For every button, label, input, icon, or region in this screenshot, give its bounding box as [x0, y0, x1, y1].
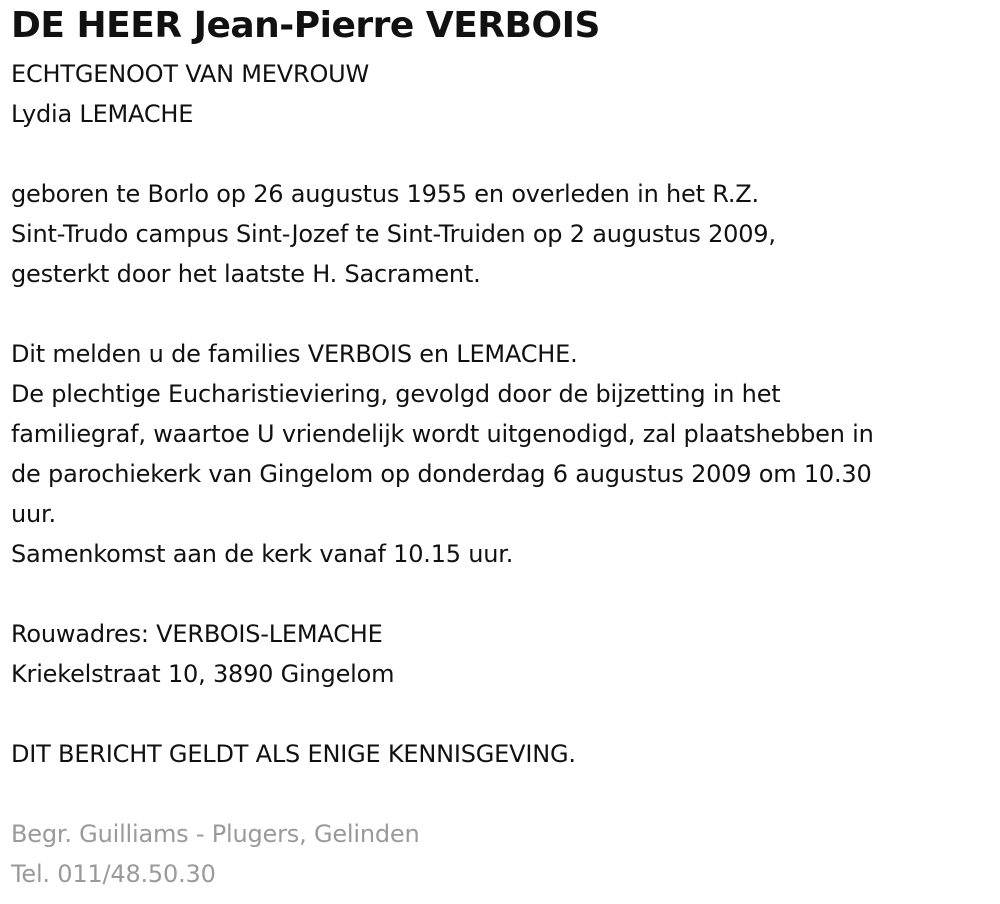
- spouse-line-2: Lydia LEMACHE: [11, 100, 194, 128]
- undertaker-line-1: Begr. Guilliams - Plugers, Gelinden: [11, 820, 420, 848]
- announcement-line-5: uur.: [11, 500, 56, 528]
- announcement-line-4: de parochiekerk van Gingelom op donderdag 6 augustus 2009 om 10.30: [11, 460, 872, 488]
- spouse-line-1: ECHTGENOOT VAN MEVROUW: [11, 60, 370, 88]
- announcement-line-2: De plechtige Eucharistieviering, gevolgd door de bijzetting in het: [11, 380, 781, 408]
- birth-death-line-1: geboren te Borlo op 26 augustus 1955 en overleden in het R.Z.: [11, 180, 759, 208]
- birth-death-line-3: gesterkt door het laatste H. Sacrament.: [11, 260, 481, 288]
- address-line-1: Rouwadres: VERBOIS-LEMACHE: [11, 620, 383, 648]
- deceased-name-title: DE HEER Jean-Pierre VERBOIS: [11, 5, 600, 46]
- announcement-line-6: Samenkomst aan de kerk vanaf 10.15 uur.: [11, 540, 514, 568]
- undertaker-line-2: Tel. 011/48.50.30: [11, 860, 216, 888]
- birth-death-line-2: Sint-Trudo campus Sint-Jozef te Sint-Truiden op 2 augustus 2009,: [11, 220, 776, 248]
- notice-line: DIT BERICHT GELDT ALS ENIGE KENNISGEVING.: [11, 740, 576, 768]
- announcement-line-3: familiegraf, waartoe U vriendelijk wordt uitgenodigd, zal plaatshebben in: [11, 420, 874, 448]
- address-line-2: Kriekelstraat 10, 3890 Gingelom: [11, 660, 395, 688]
- announcement-line-1: Dit melden u de families VERBOIS en LEMACHE.: [11, 340, 578, 368]
